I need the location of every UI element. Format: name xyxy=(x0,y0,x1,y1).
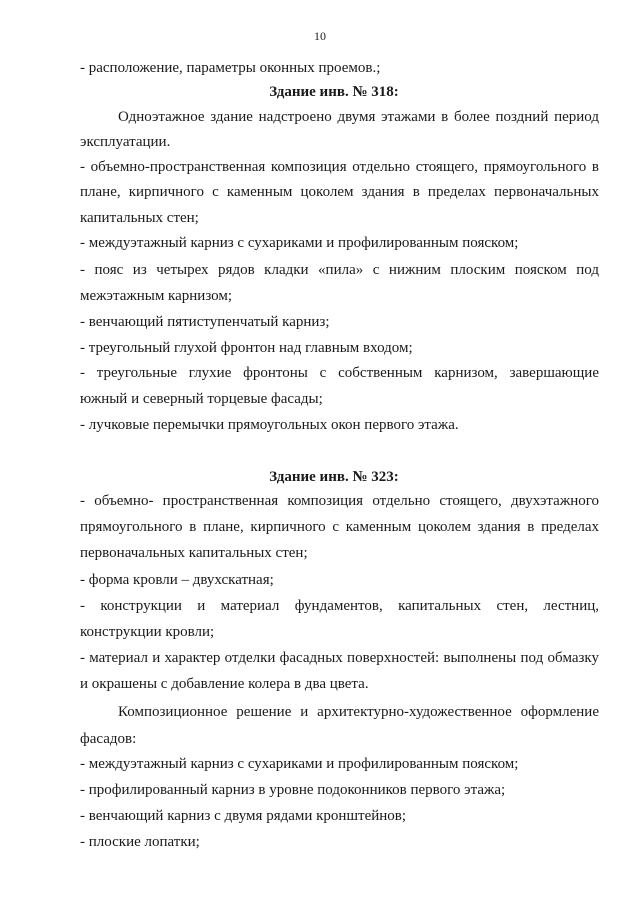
heading-text: Здание инв. № 323: xyxy=(269,469,399,485)
text-line: - междуэтажный карниз с сухариками и профилированным пояском; xyxy=(80,235,519,251)
text-line: - объемно- пространственная композиция отдельно стоящего, двухэтажного xyxy=(80,493,599,509)
text-line: первоначальных капитальных стен; xyxy=(80,545,308,561)
section-heading-323 xyxy=(0,469,640,486)
section-heading-318 xyxy=(0,84,640,101)
heading-text: Здание инв. № 318: xyxy=(269,84,399,100)
text-line: - лучковые перемычки прямоугольных окон первого этажа. xyxy=(80,417,459,433)
text-line: - плоские лопатки; xyxy=(80,834,200,850)
text-line: фасадов: xyxy=(80,731,137,747)
text-line: и окрашены с добавление колера в два цвета. xyxy=(80,676,369,692)
text-line: южный и северный торцевые фасады; xyxy=(80,391,323,407)
text-line: - венчающий карниз с двумя рядами кронштейнов; xyxy=(80,808,407,824)
text-line: - междуэтажный карниз с сухариками и профилированным пояском; xyxy=(80,756,519,772)
text-line: - объемно-пространственная композиция отдельно стоящего, прямоугольного в xyxy=(80,159,599,175)
text-line: эксплуатации. xyxy=(80,134,171,150)
text-line: - форма кровли – двухскатная; xyxy=(80,572,274,588)
text-line: плане, кирпичного с каменным цоколем здания в пределах первоначальных xyxy=(80,184,599,200)
text-line: капитальных стен; xyxy=(80,210,199,226)
text-line: - профилированный карниз в уровне подоконников первого этажа; xyxy=(80,782,506,798)
text-line: - материал и характер отделки фасадных поверхностей: выполнены под обмазку xyxy=(80,650,599,666)
text-line: прямоугольного в плане, кирпичного с каменным цоколем здания в пределах xyxy=(80,519,599,535)
text-line: межэтажным карнизом; xyxy=(80,288,233,304)
text-line: - треугольный глухой фронтон над главным входом; xyxy=(80,340,413,356)
text-line: - венчающий пятиступенчатый карниз; xyxy=(80,314,330,330)
text-line: - треугольные глухие фронтоны с собственным карнизом, завершающие xyxy=(80,365,599,381)
page-number: 10 xyxy=(314,29,326,43)
text-line: Одноэтажное здание надстроено двумя этажами в более поздний период xyxy=(118,109,599,125)
text-line: Композиционное решение и архитектурно-художественное оформление xyxy=(118,704,599,720)
text-line: конструкции кровли; xyxy=(80,624,215,640)
text-line: - конструкции и материал фундаментов, капитальных стен, лестниц, xyxy=(80,598,599,614)
text-line: - расположение, параметры оконных проемов.; xyxy=(80,60,381,76)
text-line: - пояс из четырех рядов кладки «пила» с нижним плоским пояском под xyxy=(80,262,599,278)
